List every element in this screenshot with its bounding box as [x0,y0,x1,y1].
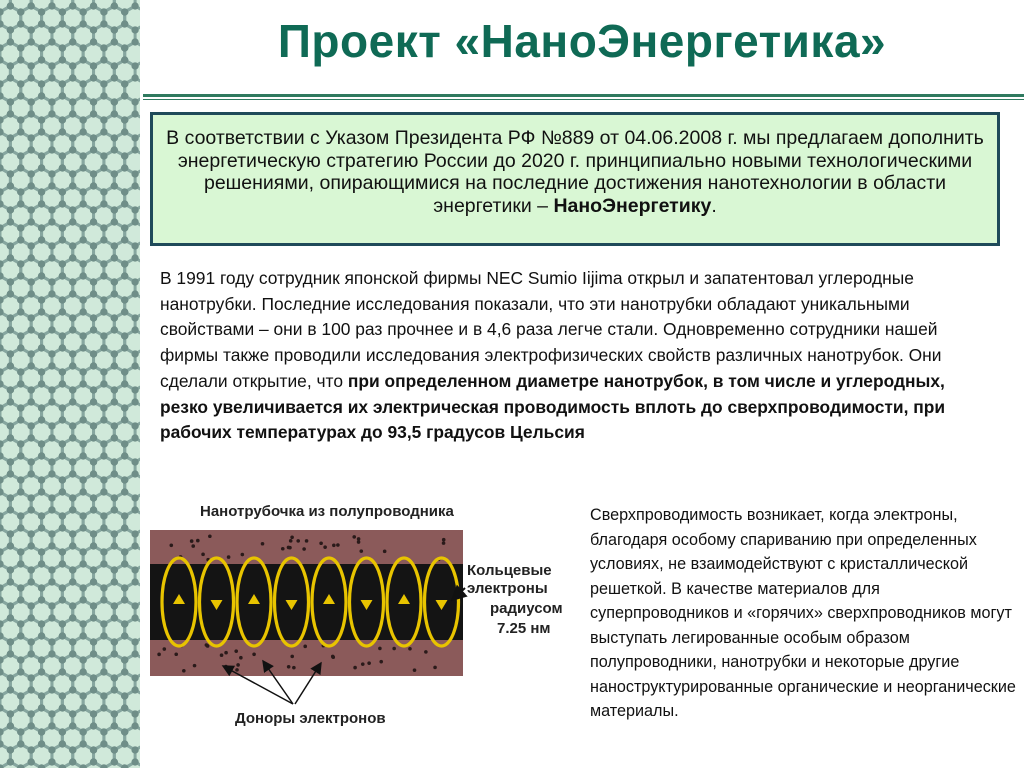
ring-label-3: радиусом [490,600,563,617]
intro-text: В соответствии с Указом Президента РФ №889 от 04.06.2008 г. мы предлагаем дополнить энергетическую стратегию России до 2020 г. принципиально новыми технологическими решениями, опирающимися на последние достижения нанотехнологии в области энергетики – [166,127,984,217]
diagram-title: Нанотрубочка из полупроводника [200,503,454,520]
upper-band [150,530,463,564]
history-text: В 1991 году сотрудник японской фирмы NEC Sumio Iijima открыл и запатентовал углеродные нанотрубки. Последние исследования показали, что эти нанотрубки обладают уникальными свойствами – они в 100 раз прочнее и в 4,6 раза легче стали. Одновременно сотрудники нашей фирмы также проводили исследования электрофизических свойств различных нанотрубок. Они сделали открытие, что [160,268,942,391]
nanotube-lattice-image [0,0,140,768]
history-highlight: при определенном диаметре нанотрубок, в том числе и углеродных, резко увеличивается их электрическая проводимость вплоть до сверхпроводимости, при рабочих температурах до 93,5 градусов Цельсия [160,370,946,443]
superconductivity-paragraph: Сверхпроводимость возникает, когда электроны, благодаря особому спариванию при определенных условиях, не взаимодействуют с кристаллической решеткой. В качестве материалов для суперпроводников и «горячих» сверхпроводников могут выступать легированные особым образом полупроводники, нанотрубки и некоторые другие наноструктурированные органические и неорганические материалы. [590,506,1016,720]
intro-box [150,112,1000,246]
history-paragraph [160,266,980,446]
title-divider [143,94,1024,97]
ring-label-4: 7.25 нм [497,620,551,637]
intro-bold-term: НаноЭнергетику [553,194,712,217]
donor-label: Доноры электронов [235,710,386,727]
page-title: Проект «НаноЭнергетика» [277,15,887,67]
intro-end: . [711,194,717,217]
title-divider-thin [143,99,1024,100]
nanotube-diagram [145,492,575,732]
ring-label-2: электроны [467,580,548,597]
ring-label-1: Кольцевые [467,562,552,579]
nanotube-decoration [0,0,140,768]
